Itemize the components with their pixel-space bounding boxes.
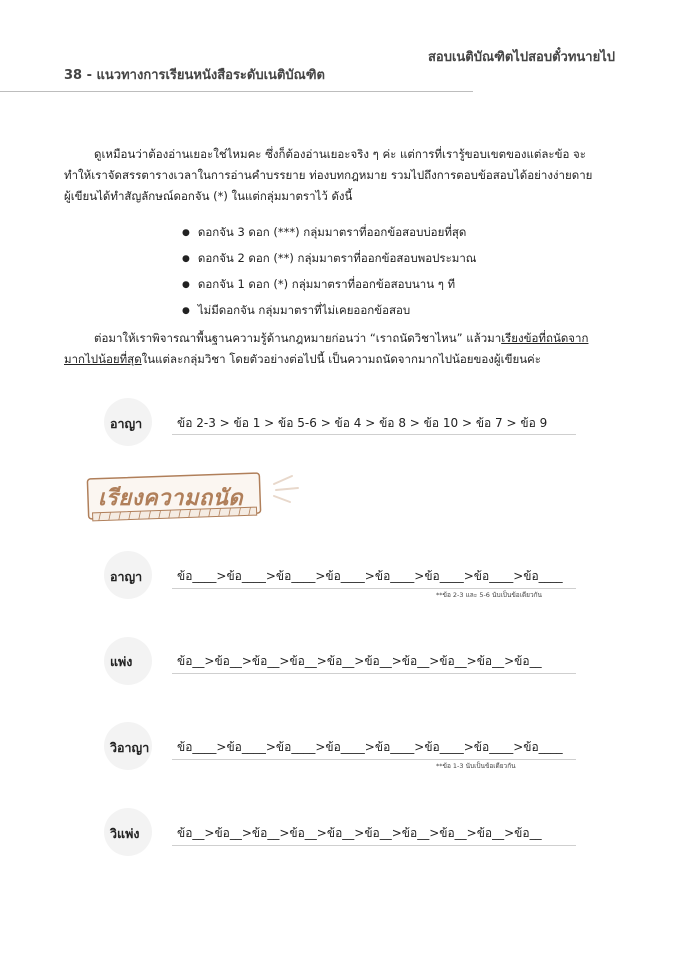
- example-label: อาญา: [110, 416, 143, 431]
- intro-line-3: ผู้เขียนได้ทำสัญลักษณ์ดอกจัน (*) ในแต่กลุ่มมาตราไว้ ดังนี้: [64, 189, 353, 203]
- row-underline-criminal-procedure: [172, 759, 576, 760]
- legend-item-no-star: ● ไม่มีดอกจัน กลุ่มมาตราที่ไม่เคยออกข้อสอบ: [182, 300, 476, 326]
- row-order-civil: ข้อ__>ข้อ__>ข้อ__>ข้อ__>ข้อ__>ข้อ__>ข้อ__>ข้อ__>ข้อ__>ข้อ__: [177, 654, 542, 668]
- intro-line-2: ทำให้เราจัดสรรตารางเวลาในการอ่านคำบรรยาย ท่องบทกฎหมาย รวมไปถึงการตอบข้อสอบได้อย่างง่ายดาย: [64, 168, 593, 182]
- row-note-criminal-procedure: **ข้อ 1-3 นับเป็นข้อเดียวกัน: [436, 762, 516, 770]
- example-underline: [172, 434, 576, 435]
- aptitude-emphasis-2: มากไปน้อยที่สุด: [64, 352, 142, 366]
- chapter-title: สอบเนติบัณฑิตไปสอบตั๋วทนายไป: [427, 50, 615, 65]
- sparkle-lines-icon: [270, 474, 302, 504]
- aptitude-emphasis-1: เรียงข้อที่ถนัดจาก: [501, 331, 589, 345]
- row-underline-civil-procedure: [172, 845, 576, 846]
- header-divider: [0, 91, 473, 92]
- banner-title: เรียงความถนัด: [98, 485, 244, 511]
- aptitude-line-2: [64, 349, 620, 370]
- row-underline-civil: [172, 673, 576, 674]
- row-note-criminal: **ข้อ 2-3 และ 5-6 นับเป็นข้อเดียวกัน: [436, 591, 542, 599]
- asterisk-legend-list: [182, 222, 476, 326]
- row-order-criminal-procedure: ข้อ____>ข้อ____>ข้อ____>ข้อ____>ข้อ____>ข้อ____>ข้อ____>ข้อ____: [177, 740, 563, 754]
- page-label: 38 - แนวทางการเรียนหนังสือระดับเนติบัณฑิต: [64, 68, 325, 83]
- intro-line-1: ดูเหมือนว่าต้องอ่านเยอะใช่ไหมคะ ซึ่งก็ต้องอ่านเยอะจริง ๆ ค่ะ แต่การที่เรารู้ขอบเขตของแต่ละข้อ จะ: [94, 147, 586, 161]
- legend-item-2-stars: ● ดอกจัน 2 ดอก (**) กลุ่มมาตราที่ออกข้อสอบพอประมาณ: [182, 248, 476, 274]
- legend-item-1-star: ● ดอกจัน 1 ดอก (*) กลุ่มมาตราที่ออกข้อสอบนาน ๆ ที: [182, 274, 476, 300]
- row-label-civil: แพ่ง: [110, 654, 133, 669]
- legend-item-3-stars: ● ดอกจัน 3 ดอก (***) กลุ่มมาตราที่ออกข้อสอบบ่อยที่สุด: [182, 222, 476, 248]
- intro-paragraph: [64, 144, 620, 207]
- row-label-criminal: อาญา: [110, 569, 143, 584]
- aptitude-line-1: [64, 328, 620, 349]
- row-underline-criminal: [172, 588, 576, 589]
- row-label-civil-procedure: วิแพ่ง: [110, 826, 140, 841]
- aptitude-paragraph: [64, 328, 620, 370]
- row-order-civil-procedure: ข้อ__>ข้อ__>ข้อ__>ข้อ__>ข้อ__>ข้อ__>ข้อ__>ข้อ__>ข้อ__>ข้อ__: [177, 826, 542, 840]
- aptitude-line-1-text: ต่อมาให้เราพิจารณาพื้นฐานความรู้ด้านกฎหมายก่อนว่า “เราถนัดวิชาไหน” แล้วมา: [94, 331, 502, 345]
- example-order: ข้อ 2-3 > ข้อ 1 > ข้อ 5-6 > ข้อ 4 > ข้อ 8 > ข้อ 10 > ข้อ 7 > ข้อ 9: [177, 416, 548, 430]
- aptitude-line-2-text: ในแต่ละกลุ่มวิชา โดยตัวอย่างต่อไปนี้ เป็นความถนัดจากมากไปน้อยของผู้เขียนค่ะ: [141, 352, 541, 366]
- row-label-criminal-procedure: วิอาญา: [110, 740, 150, 755]
- row-order-criminal: ข้อ____>ข้อ____>ข้อ____>ข้อ____>ข้อ____>ข้อ____>ข้อ____>ข้อ____: [177, 569, 563, 583]
